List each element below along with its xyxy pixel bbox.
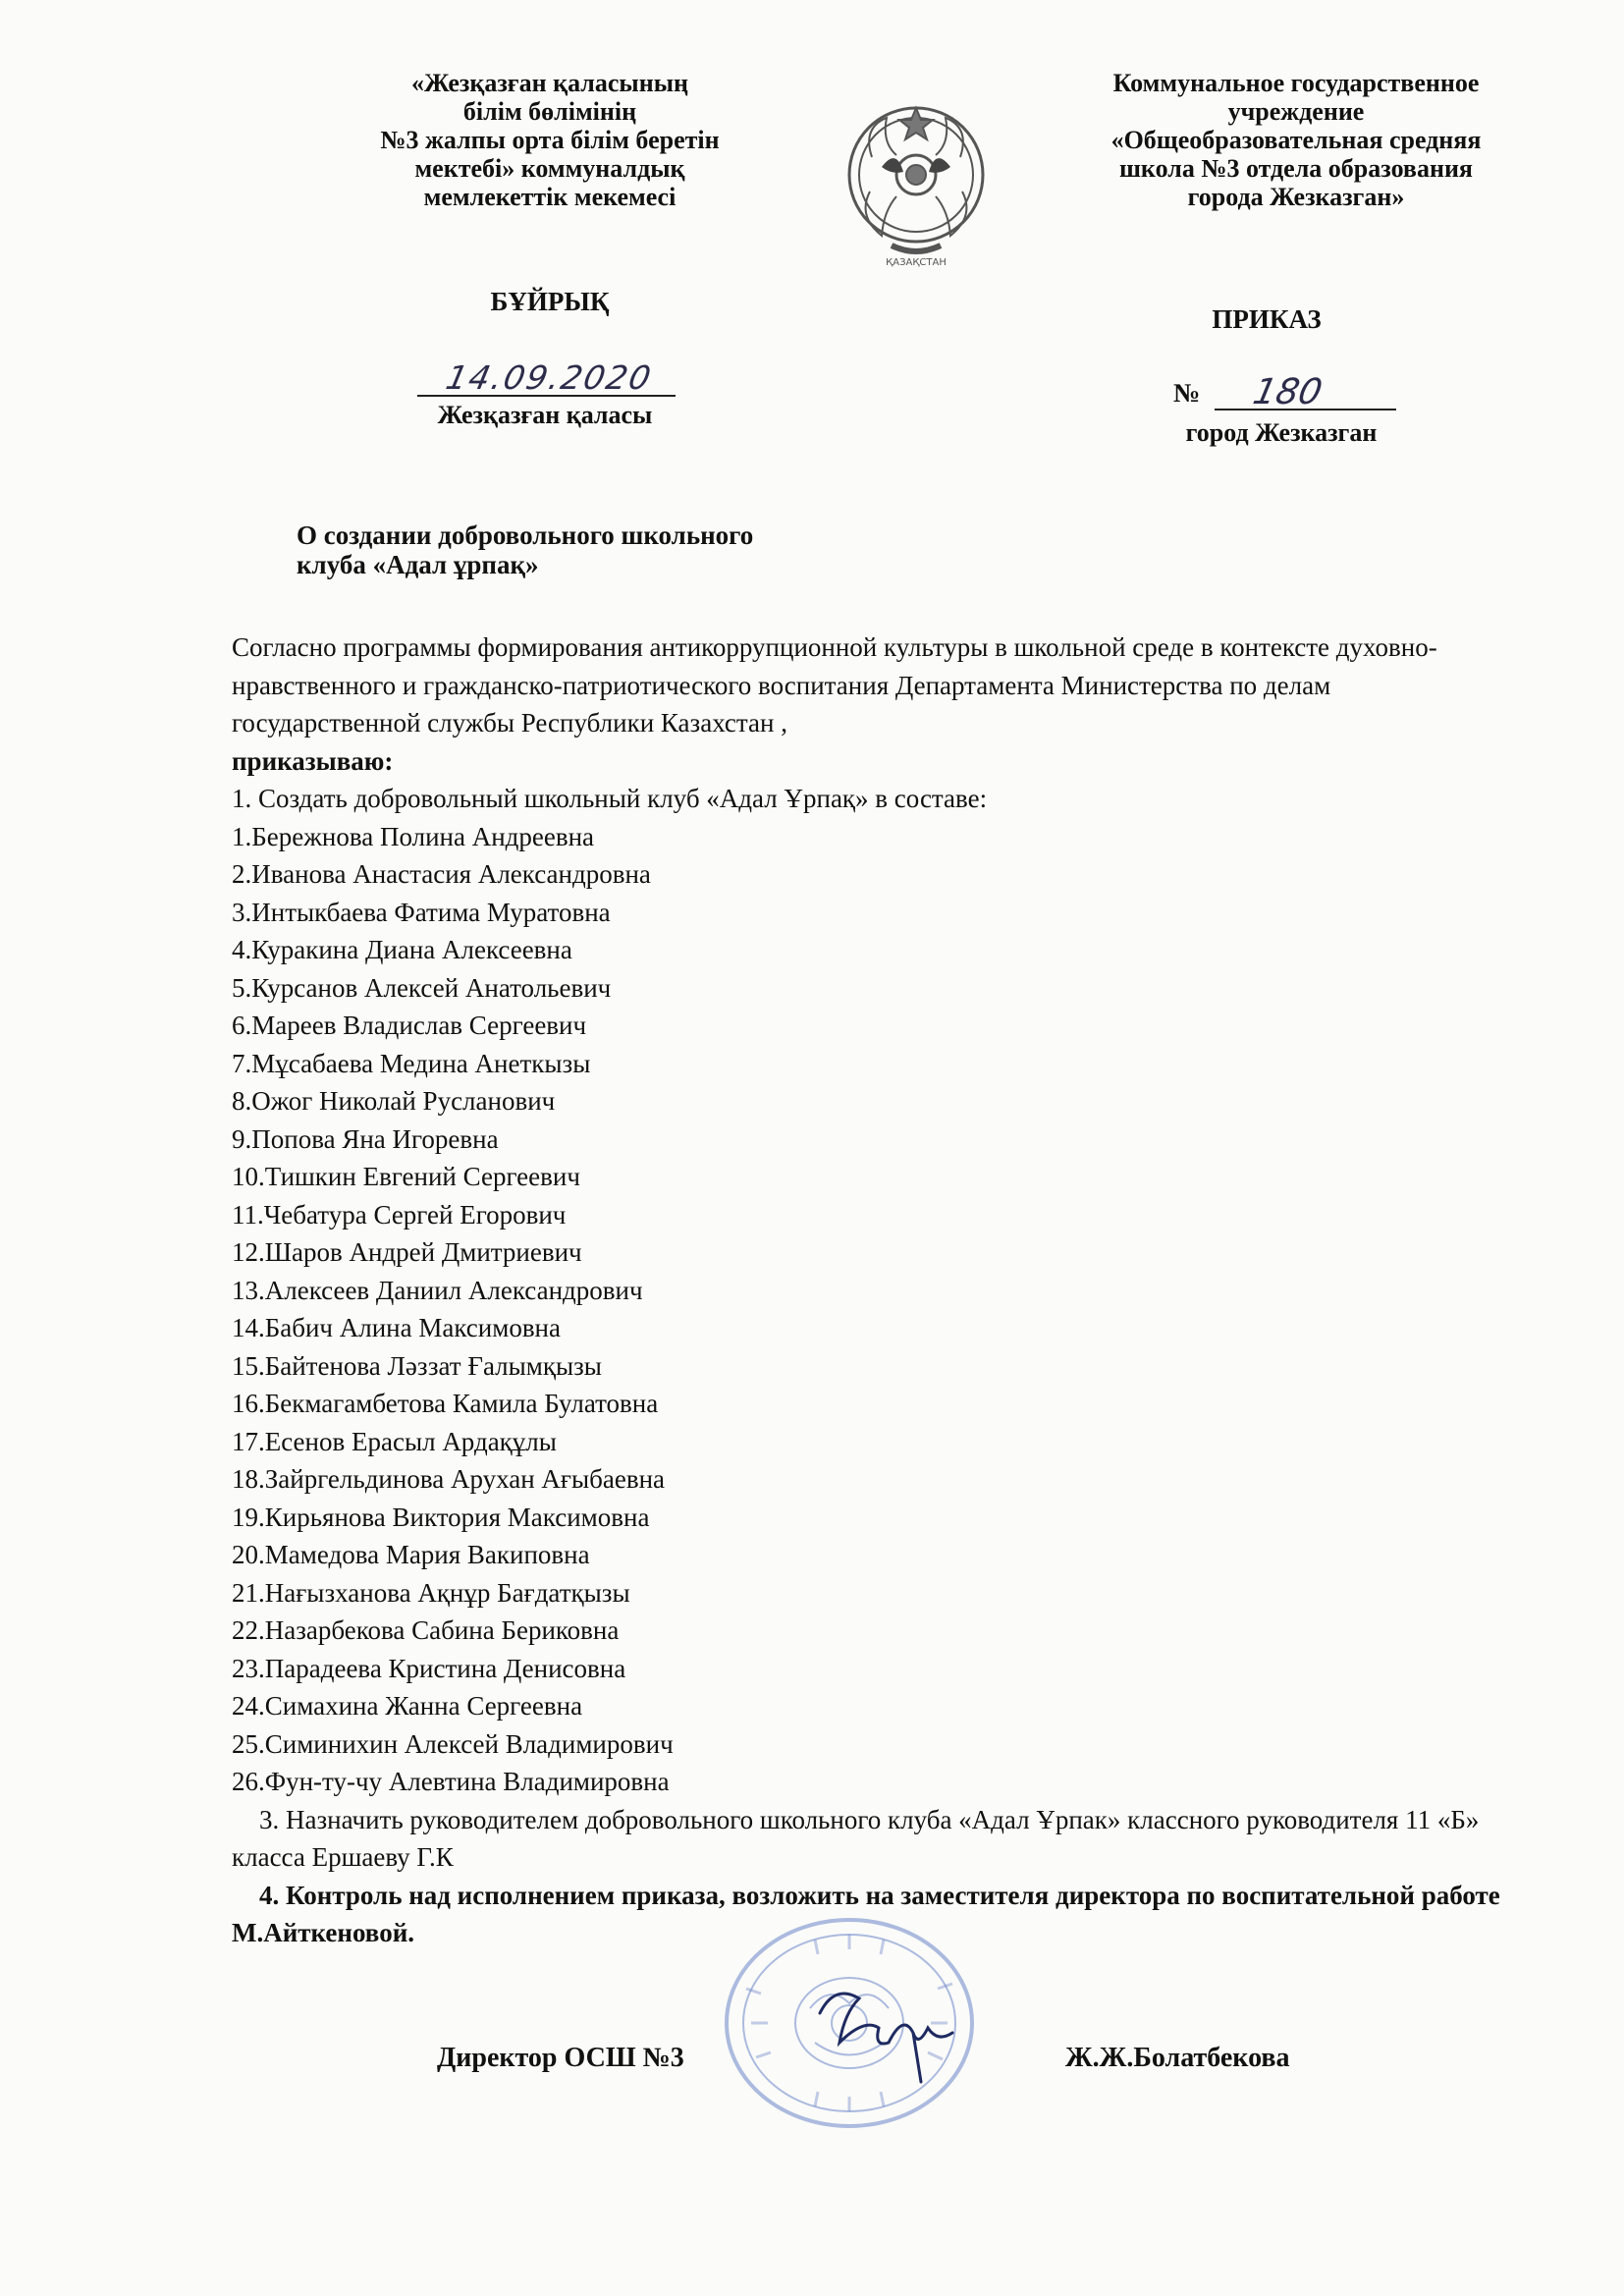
state-emblem-icon xyxy=(842,98,990,273)
member-item: 10.Тишкин Евгений Сергеевич xyxy=(232,1162,580,1191)
item-1: 1. Создать добровольный школьный клуб «Адал Ұрпақ» в составе: xyxy=(232,784,988,813)
member-item: 22.Назарбекова Сабина Бериковна xyxy=(232,1615,620,1645)
member-item: 12.Шаров Андрей Дмитриевич xyxy=(232,1237,582,1267)
member-item: 14.Бабич Алина Максимовна xyxy=(232,1313,561,1342)
header-kz-line: мемлекеттік мекемесі xyxy=(423,183,677,211)
city-kz: Жезқазған қаласы xyxy=(437,401,653,429)
member-item: 24.Симахина Жанна Сергеевна xyxy=(232,1691,583,1721)
member-item: 11.Чебатура Сергей Егорович xyxy=(232,1199,567,1230)
subject-line: О создании добровольного школьного xyxy=(297,520,754,550)
member-item: 6.Мареев Владислав Сергеевич xyxy=(232,1011,587,1040)
signature-row xyxy=(0,2043,1624,2082)
member-item: 1.Бережнова Полина Андреевна xyxy=(232,821,595,851)
member-item: 8.Ожог Николай Русланович xyxy=(232,1086,556,1116)
member-item: 13.Алексеев Даниил Александрович xyxy=(232,1275,643,1305)
number-line xyxy=(1215,369,1396,410)
member-item: 5.Курсанов Алексей Анатольевич xyxy=(232,972,612,1003)
date-field xyxy=(417,355,676,397)
number-handwritten: 180 xyxy=(1249,372,1326,412)
member-item: 21.Нағызханова Ақнұр Бағдатқызы xyxy=(232,1577,630,1608)
emblem-caption: ҚАЗАҚСТАН xyxy=(886,257,947,268)
member-item: 16.Бекмагамбетова Камила Булатовна xyxy=(232,1389,659,1418)
header-ru-line: Коммунальное государственное xyxy=(1112,69,1480,97)
order-body xyxy=(232,629,1508,1952)
order-title-kz: БҰЙРЫҚ xyxy=(490,287,610,316)
order-title-ru: ПРИКАЗ xyxy=(1212,304,1322,334)
item-4: 4. Контроль над исполнением приказа, возложить на заместителя директора по воспитательной работе М.Айткеновой. xyxy=(232,1880,1500,1947)
header-kz-line: «Жезқазған қаласының xyxy=(411,69,688,97)
order-subject xyxy=(297,520,905,579)
director-name: Ж.Ж.Болатбекова xyxy=(1065,2043,1290,2073)
member-item: 3.Интыкбаева Фатима Муратовна xyxy=(232,897,611,927)
member-item: 19.Кирьянова Виктория Максимовна xyxy=(232,1502,650,1532)
member-item: 20.Мамедова Мария Вакиповна xyxy=(232,1540,590,1569)
member-item: 7.Мұсабаева Медина Анеткызы xyxy=(232,1048,591,1078)
member-item: 23.Парадеева Кристина Денисовна xyxy=(232,1653,626,1683)
member-item: 15.Байтенова Ләззат Ғалымқызы xyxy=(232,1350,602,1381)
date-handwritten: 14.09.2020 xyxy=(442,358,657,397)
order-number-field xyxy=(1173,371,1399,410)
member-item: 18.Зайргельдинова Арухан Ағыбаевна xyxy=(232,1464,666,1494)
subject-line: клуба «Адал ұрпақ» xyxy=(297,550,539,579)
preamble: Согласно программы формирования антикоррупционной культуры в школьной среде в контексте духовно-нравственного и гражданско-патриотического воспитания Департамента Министерства по делам государственной службы Республики Казахстан , xyxy=(232,632,1437,738)
number-sign: № xyxy=(1173,378,1201,408)
member-item: 26.Фун-ту-чу Алевтина Владимировна xyxy=(232,1767,670,1796)
header-kz-line: №3 жалпы орта білім беретін xyxy=(380,126,720,154)
header-org-kz xyxy=(304,69,795,211)
header-ru-line: города Жезказган» xyxy=(1187,183,1405,211)
member-item: 25.Симинихин Алексей Владимирович xyxy=(232,1728,674,1759)
header-ru-line: «Общеобразовательная средняя xyxy=(1110,126,1482,154)
member-item: 2.Иванова Анастасия Александровна xyxy=(232,859,651,889)
city-ru: город Жезказган xyxy=(1185,418,1378,447)
header-ru-line: школа №3 отдела образования xyxy=(1118,154,1473,183)
member-item: 4.Куракина Диана Алексеевна xyxy=(232,935,572,964)
member-item: 17.Есенов Ерасыл Ардақұлы xyxy=(232,1426,557,1456)
header-kz-line: мектебі» коммуналдық xyxy=(414,154,685,183)
header-ru-line: учреждение xyxy=(1227,97,1365,126)
header-org-ru xyxy=(1051,69,1542,211)
director-title: Директор ОСШ №3 xyxy=(437,2043,684,2073)
member-item: 9.Попова Яна Игоревна xyxy=(232,1123,499,1154)
item-3: 3. Назначить руководителем добровольного школьного клуба «Адал Ұрпак» классного руководителя 11 «Б» класса Ершаеву Г.К xyxy=(232,1804,1480,1872)
header-kz-line: білім бөлімінің xyxy=(462,97,637,126)
orders-word: приказываю: xyxy=(232,745,394,776)
